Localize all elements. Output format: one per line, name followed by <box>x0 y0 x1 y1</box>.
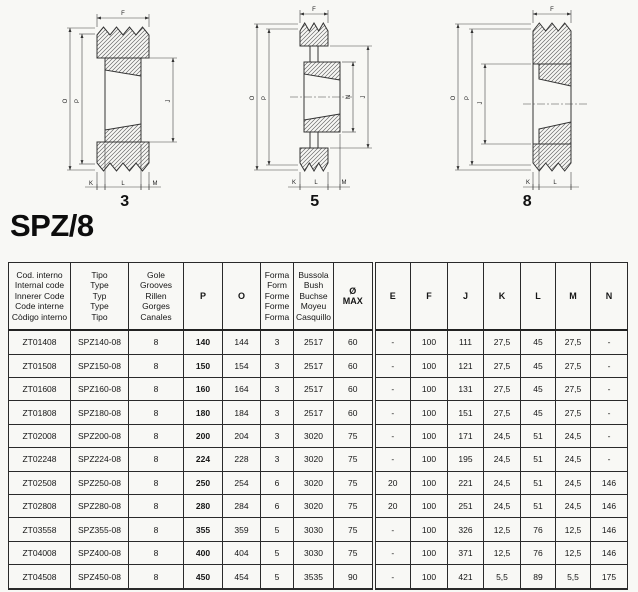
cell-diameter-max: 60 <box>334 330 374 354</box>
header-n: N <box>591 263 628 331</box>
cell-grooves: 8 <box>129 471 184 494</box>
empty-cell <box>261 588 294 589</box>
dim-label-o: O <box>250 95 256 101</box>
cell-l: 89 <box>521 565 556 589</box>
cell-bush: 2517 <box>294 330 334 354</box>
cell-k: 24,5 <box>484 448 521 471</box>
cell-m: 27,5 <box>556 330 591 354</box>
cell-j: 371 <box>448 541 484 564</box>
table-row <box>9 330 628 354</box>
header-grooves: Gole Grooves Rillen Gorges Canales <box>129 263 184 331</box>
cell-p: 355 <box>184 518 223 541</box>
cell-m: 12,5 <box>556 541 591 564</box>
cell-e: - <box>374 354 411 377</box>
cell-m: 5,5 <box>556 565 591 589</box>
cell-o: 184 <box>223 401 261 424</box>
cell-type: SPZ150-08 <box>71 354 129 377</box>
cell-n: - <box>591 330 628 354</box>
cell-e: - <box>374 448 411 471</box>
cell-j: 195 <box>448 448 484 471</box>
cell-form: 6 <box>261 495 294 518</box>
dim-label-m: M <box>152 181 158 187</box>
cell-internal-code: ZT01508 <box>9 354 71 377</box>
cell-diameter-max: 75 <box>334 424 374 447</box>
cell-p: 224 <box>184 448 223 471</box>
cell-o: 228 <box>223 448 261 471</box>
cell-grooves: 8 <box>129 354 184 377</box>
cell-grooves: 8 <box>129 401 184 424</box>
table-row <box>9 565 628 589</box>
header-o: O <box>223 263 261 331</box>
cell-l: 51 <box>521 448 556 471</box>
empty-cell <box>294 588 334 589</box>
cell-bush: 2517 <box>294 377 334 400</box>
cell-grooves: 8 <box>129 565 184 589</box>
cell-bush: 3030 <box>294 541 334 564</box>
cell-diameter-max: 90 <box>334 565 374 589</box>
table-row <box>9 377 628 400</box>
cell-internal-code: ZT02508 <box>9 471 71 494</box>
cell-form: 3 <box>261 330 294 354</box>
filler-row <box>9 588 628 589</box>
cell-type: SPZ280-08 <box>71 495 129 518</box>
cell-o: 454 <box>223 565 261 589</box>
cell-p: 250 <box>184 471 223 494</box>
cell-m: 27,5 <box>556 377 591 400</box>
cell-j: 421 <box>448 565 484 589</box>
cell-o: 404 <box>223 541 261 564</box>
cell-j: 251 <box>448 495 484 518</box>
empty-cell <box>484 588 521 589</box>
cell-e: - <box>374 541 411 564</box>
cell-j: 326 <box>448 518 484 541</box>
empty-cell <box>556 588 591 589</box>
dim-label-o: O <box>451 95 457 101</box>
cell-type: SPZ180-08 <box>71 401 129 424</box>
dim-label-p: P <box>465 95 471 101</box>
cell-internal-code: ZT02808 <box>9 495 71 518</box>
empty-cell <box>129 588 184 589</box>
dim-label-j: J <box>166 99 172 103</box>
cell-j: 131 <box>448 377 484 400</box>
cell-k: 5,5 <box>484 565 521 589</box>
cell-k: 27,5 <box>484 377 521 400</box>
table-row <box>9 401 628 424</box>
cell-internal-code: ZT02008 <box>9 424 71 447</box>
cell-o: 284 <box>223 495 261 518</box>
cell-k: 27,5 <box>484 401 521 424</box>
cell-k: 24,5 <box>484 424 521 447</box>
cell-l: 45 <box>521 401 556 424</box>
dim-label-k: K <box>291 180 297 186</box>
cell-grooves: 8 <box>129 377 184 400</box>
cell-f: 100 <box>411 565 448 589</box>
cell-l: 51 <box>521 495 556 518</box>
cell-grooves: 8 <box>129 541 184 564</box>
cell-l: 51 <box>521 471 556 494</box>
cell-l: 76 <box>521 518 556 541</box>
cell-n: - <box>591 401 628 424</box>
cell-f: 100 <box>411 518 448 541</box>
cell-n: - <box>591 448 628 471</box>
cell-diameter-max: 75 <box>334 471 374 494</box>
cell-diameter-max: 75 <box>334 518 374 541</box>
cell-grooves: 8 <box>129 518 184 541</box>
empty-cell <box>71 588 129 589</box>
cell-o: 144 <box>223 330 261 354</box>
cell-bush: 3020 <box>294 471 334 494</box>
cell-internal-code: ZT01408 <box>9 330 71 354</box>
cell-n: 175 <box>591 565 628 589</box>
cell-form: 5 <box>261 565 294 589</box>
pulley-figure-form-3 <box>55 4 195 211</box>
table-row <box>9 354 628 377</box>
cell-f: 100 <box>411 448 448 471</box>
cell-type: SPZ400-08 <box>71 541 129 564</box>
cell-diameter-max: 60 <box>334 377 374 400</box>
cell-p: 280 <box>184 495 223 518</box>
cell-e: 20 <box>374 471 411 494</box>
cell-j: 111 <box>448 330 484 354</box>
table-row <box>9 541 628 564</box>
cell-k: 24,5 <box>484 495 521 518</box>
dim-label-o: O <box>63 98 69 104</box>
header-k: K <box>484 263 521 331</box>
page-title: SPZ/8 <box>10 208 94 243</box>
cell-p: 450 <box>184 565 223 589</box>
table-row <box>9 495 628 518</box>
cell-n: 146 <box>591 541 628 564</box>
cell-m: 27,5 <box>556 401 591 424</box>
cell-internal-code: ZT02248 <box>9 448 71 471</box>
cell-form: 3 <box>261 354 294 377</box>
cell-k: 27,5 <box>484 330 521 354</box>
form-number-label: 3 <box>120 193 130 210</box>
cell-j: 151 <box>448 401 484 424</box>
cell-f: 100 <box>411 541 448 564</box>
cell-o: 154 <box>223 354 261 377</box>
cell-internal-code: ZT03558 <box>9 518 71 541</box>
cell-m: 12,5 <box>556 518 591 541</box>
header-type: Tipo Type Typ Type Tipo <box>71 263 129 331</box>
header-l: L <box>521 263 556 331</box>
empty-cell <box>223 588 261 589</box>
pulley-figure-form-5 <box>240 2 390 211</box>
empty-cell <box>184 588 223 589</box>
dim-label-l: L <box>314 180 318 186</box>
cell-form: 5 <box>261 541 294 564</box>
cell-n: - <box>591 354 628 377</box>
cell-l: 76 <box>521 541 556 564</box>
cell-f: 100 <box>411 354 448 377</box>
cell-k: 24,5 <box>484 471 521 494</box>
cell-f: 100 <box>411 424 448 447</box>
cell-k: 12,5 <box>484 518 521 541</box>
cell-diameter-max: 75 <box>334 495 374 518</box>
cell-l: 45 <box>521 354 556 377</box>
cell-diameter-max: 75 <box>334 448 374 471</box>
table-row <box>9 518 628 541</box>
cell-o: 204 <box>223 424 261 447</box>
dim-label-l: L <box>121 181 125 187</box>
empty-cell <box>521 588 556 589</box>
empty-cell <box>374 588 411 589</box>
header-m: M <box>556 263 591 331</box>
header-j: J <box>448 263 484 331</box>
cell-k: 27,5 <box>484 354 521 377</box>
table-filler <box>9 588 628 589</box>
dim-label-p: P <box>75 98 81 104</box>
dim-label-f: F <box>550 7 554 13</box>
cell-n: 146 <box>591 518 628 541</box>
cell-type: SPZ355-08 <box>71 518 129 541</box>
cell-f: 100 <box>411 401 448 424</box>
header-bush: Bussola Bush Buchse Moyeu Casquillo <box>294 263 334 331</box>
table-row <box>9 448 628 471</box>
cell-bush: 3030 <box>294 518 334 541</box>
cell-bush: 3535 <box>294 565 334 589</box>
cell-p: 140 <box>184 330 223 354</box>
cell-form: 3 <box>261 424 294 447</box>
cell-n: 146 <box>591 495 628 518</box>
header-internal-code: Cod. interno Internal code Innerer Code Code interne Còdigo interno <box>9 263 71 331</box>
dim-label-k: K <box>88 181 94 187</box>
cell-o: 254 <box>223 471 261 494</box>
cell-m: 24,5 <box>556 424 591 447</box>
spz8-spec-table <box>8 262 628 590</box>
empty-cell <box>411 588 448 589</box>
cell-p: 150 <box>184 354 223 377</box>
pulley-cross-section-form-8-drawing <box>435 2 620 192</box>
cell-grooves: 8 <box>129 495 184 518</box>
cell-e: - <box>374 401 411 424</box>
cell-e: - <box>374 424 411 447</box>
empty-cell <box>448 588 484 589</box>
cell-n: - <box>591 377 628 400</box>
cell-k: 12,5 <box>484 541 521 564</box>
cell-form: 3 <box>261 401 294 424</box>
header-p: P <box>184 263 223 331</box>
cell-o: 359 <box>223 518 261 541</box>
dim-label-j: J <box>361 95 367 99</box>
pulley-figure-form-8 <box>435 2 620 211</box>
cell-e: - <box>374 518 411 541</box>
cell-f: 100 <box>411 377 448 400</box>
form-number-label: 5 <box>310 193 320 210</box>
cell-p: 200 <box>184 424 223 447</box>
header-diameter-max: Ø MAX <box>334 263 374 331</box>
cell-n: 146 <box>591 471 628 494</box>
cell-internal-code: ZT04008 <box>9 541 71 564</box>
dim-label-j: J <box>478 101 484 105</box>
table-row <box>9 424 628 447</box>
pulley-cross-section-form-5-drawing <box>240 2 390 192</box>
cell-n: - <box>591 424 628 447</box>
cell-type: SPZ250-08 <box>71 471 129 494</box>
cell-bush: 2517 <box>294 354 334 377</box>
cell-l: 45 <box>521 377 556 400</box>
empty-cell <box>334 588 374 589</box>
cell-m: 24,5 <box>556 448 591 471</box>
cell-m: 27,5 <box>556 354 591 377</box>
cell-diameter-max: 60 <box>334 401 374 424</box>
cell-m: 24,5 <box>556 495 591 518</box>
cell-form: 6 <box>261 471 294 494</box>
cell-internal-code: ZT01608 <box>9 377 71 400</box>
cell-grooves: 8 <box>129 424 184 447</box>
dim-label-n: N <box>346 94 352 100</box>
cell-form: 3 <box>261 377 294 400</box>
cell-form: 3 <box>261 448 294 471</box>
cell-e: 20 <box>374 495 411 518</box>
header-form: Forma Form Forme Forme Forma <box>261 263 294 331</box>
dim-label-k: K <box>525 180 531 186</box>
cell-p: 180 <box>184 401 223 424</box>
cell-e: - <box>374 377 411 400</box>
cell-type: SPZ160-08 <box>71 377 129 400</box>
cell-f: 100 <box>411 330 448 354</box>
cell-p: 160 <box>184 377 223 400</box>
cell-bush: 2517 <box>294 401 334 424</box>
cell-l: 51 <box>521 424 556 447</box>
table-row <box>9 471 628 494</box>
dim-label-f: F <box>121 11 125 17</box>
empty-cell <box>9 588 71 589</box>
dim-label-f: F <box>312 7 316 13</box>
cell-type: SPZ224-08 <box>71 448 129 471</box>
cell-o: 164 <box>223 377 261 400</box>
cell-diameter-max: 60 <box>334 354 374 377</box>
form-number-label: 8 <box>522 193 533 210</box>
dim-label-m: M <box>341 180 347 186</box>
header-row <box>9 263 628 331</box>
header-e: E <box>374 263 411 331</box>
cell-diameter-max: 75 <box>334 541 374 564</box>
cell-j: 221 <box>448 471 484 494</box>
cell-bush: 3020 <box>294 424 334 447</box>
empty-cell <box>591 588 628 589</box>
cell-e: - <box>374 565 411 589</box>
cell-grooves: 8 <box>129 448 184 471</box>
cell-j: 121 <box>448 354 484 377</box>
header-f: F <box>411 263 448 331</box>
cell-type: SPZ200-08 <box>71 424 129 447</box>
dim-label-p: P <box>262 95 268 101</box>
cell-type: SPZ450-08 <box>71 565 129 589</box>
cell-l: 45 <box>521 330 556 354</box>
cell-grooves: 8 <box>129 330 184 354</box>
cell-e: - <box>374 330 411 354</box>
pulley-cross-section-form-3-drawing <box>55 4 195 192</box>
cell-j: 171 <box>448 424 484 447</box>
cell-internal-code: ZT04508 <box>9 565 71 589</box>
cell-form: 5 <box>261 518 294 541</box>
dim-label-l: L <box>553 180 557 186</box>
cell-p: 400 <box>184 541 223 564</box>
cell-type: SPZ140-08 <box>71 330 129 354</box>
cell-bush: 3020 <box>294 448 334 471</box>
cell-f: 100 <box>411 495 448 518</box>
table-body <box>9 330 628 588</box>
cell-internal-code: ZT01808 <box>9 401 71 424</box>
cell-bush: 3020 <box>294 495 334 518</box>
cell-f: 100 <box>411 471 448 494</box>
cell-m: 24,5 <box>556 471 591 494</box>
